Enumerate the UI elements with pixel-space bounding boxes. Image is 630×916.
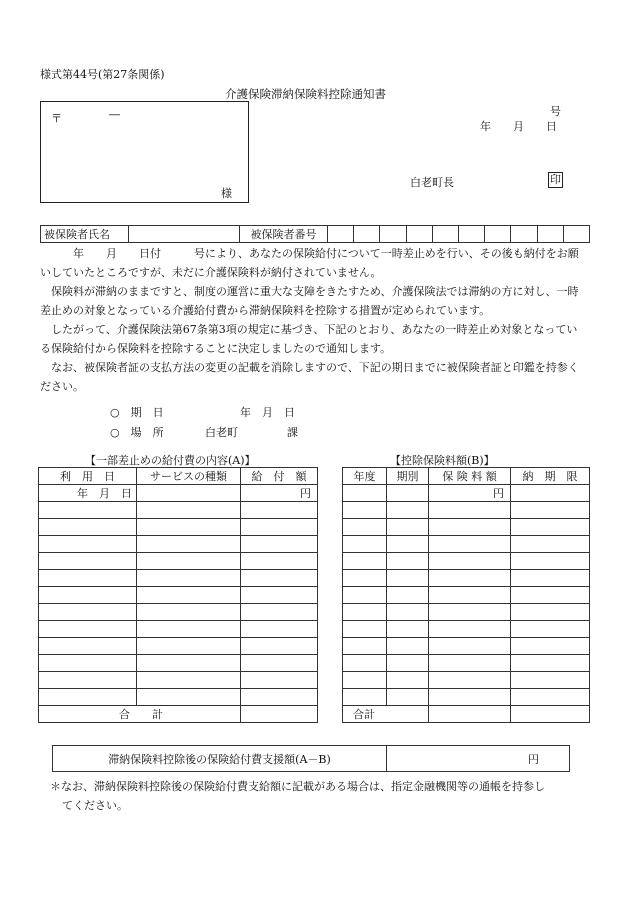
- table-b-cell[interactable]: [429, 638, 511, 655]
- table-b-cell[interactable]: [343, 570, 387, 587]
- issue-date: 年 月 日: [480, 120, 557, 133]
- table-b-cell[interactable]: [387, 587, 429, 604]
- sama-label: 様: [221, 187, 232, 200]
- document-title: 介護保険滞納保険料控除通知書: [225, 87, 386, 101]
- insured-row: [40, 225, 590, 243]
- table-b-cell[interactable]: [343, 655, 387, 672]
- table-b-header: 納 期 限: [511, 468, 590, 485]
- body-paragraph-3: したがって、介護保険法第67条第3項の規定に基づき、下記のとおり、あなたの一時差止め対象となっている保険給付から保険料を控除することに決定しましたので通知します。: [40, 323, 578, 355]
- table-b-cell[interactable]: [387, 536, 429, 553]
- footnote-line-2: てください。: [62, 799, 128, 812]
- table-b-cell[interactable]: [387, 502, 429, 519]
- table-b-cell[interactable]: [511, 553, 590, 570]
- table-row: [39, 655, 318, 672]
- table-b-cell[interactable]: [429, 604, 511, 621]
- table-row: [343, 689, 590, 706]
- table-b-cell[interactable]: [343, 536, 387, 553]
- table-row: [39, 638, 318, 655]
- table-b-cell[interactable]: [387, 604, 429, 621]
- insured-number-digit[interactable]: [563, 226, 589, 243]
- table-a-cell[interactable]: [137, 570, 241, 587]
- table-row: [39, 672, 318, 689]
- table-b-cell[interactable]: [429, 502, 511, 519]
- table-b-cell[interactable]: [343, 604, 387, 621]
- table-b-cell[interactable]: [511, 485, 590, 502]
- table-a-title: 【一部差止めの給付費の内容(A)】: [85, 454, 256, 467]
- table-b-cell[interactable]: [511, 672, 590, 689]
- postal-dash: ―: [109, 108, 120, 121]
- table-b-cell[interactable]: [429, 519, 511, 536]
- table-row: [39, 553, 318, 570]
- table-b-total-value[interactable]: [429, 706, 511, 723]
- table-b-cell[interactable]: [387, 570, 429, 587]
- table-row: [39, 519, 318, 536]
- table-b-cell[interactable]: [429, 655, 511, 672]
- table-a-cell[interactable]: [39, 689, 137, 706]
- body-paragraph-1: 年 月 日付 号により、あなたの保険給付について一時差止めを行い、その後も納付をお願いしていたところですが、未だに介護保険料が納付されていません。: [40, 247, 579, 279]
- insured-number-label: 被保険者番号: [240, 226, 328, 243]
- table-a-cell[interactable]: [39, 672, 137, 689]
- table-b-cell[interactable]: [343, 553, 387, 570]
- table-row: [343, 621, 590, 638]
- table-a-cell[interactable]: [241, 672, 318, 689]
- table-b-cell[interactable]: [387, 553, 429, 570]
- appointment-date-label: ○ 期 日: [110, 406, 164, 419]
- table-b-cell[interactable]: [511, 536, 590, 553]
- table-a-cell[interactable]: [241, 519, 318, 536]
- table-a-cell[interactable]: [241, 570, 318, 587]
- table-b-cell[interactable]: [343, 689, 387, 706]
- table-a-cell[interactable]: [241, 604, 318, 621]
- table-b-cell[interactable]: [429, 536, 511, 553]
- table-b-cell[interactable]: [387, 519, 429, 536]
- table-a-total-row: [39, 706, 318, 723]
- table-a-header: サービスの種類: [137, 468, 241, 485]
- body-paragraph-4: なお、被保険者証の支払方法の変更の記載を消除しますので、下記の期日までに被保険者証と印鑑を持参ください。: [40, 361, 579, 393]
- table-b-cell[interactable]: [387, 655, 429, 672]
- table-a-cell[interactable]: [137, 638, 241, 655]
- form-number: 様式第44号(第27条関係): [40, 68, 165, 81]
- appointment-place-value: 白老町: [205, 426, 238, 439]
- table-row: [343, 485, 590, 502]
- table-b: [342, 467, 590, 723]
- table-row: [39, 570, 318, 587]
- table-row: [343, 655, 590, 672]
- table-a-cell[interactable]: [39, 536, 137, 553]
- table-row: [39, 689, 318, 706]
- table-b-cell[interactable]: [387, 689, 429, 706]
- seal-mark: 印: [550, 173, 561, 186]
- table-b-title: 【控除保険料額(B)】: [390, 454, 495, 467]
- table-b-cell[interactable]: [511, 638, 590, 655]
- table-a-header: 給 付 額: [241, 468, 318, 485]
- table-b-cell[interactable]: [343, 621, 387, 638]
- table-b-cell[interactable]: [511, 502, 590, 519]
- table-b-cell[interactable]: [387, 485, 429, 502]
- insured-number-digit[interactable]: [458, 226, 484, 243]
- table-row: [39, 587, 318, 604]
- table-a-cell[interactable]: [137, 689, 241, 706]
- table-a-cell[interactable]: [137, 519, 241, 536]
- table-a-cell[interactable]: [241, 587, 318, 604]
- insured-number-digit[interactable]: [432, 226, 458, 243]
- table-row: [343, 638, 590, 655]
- insured-number-digit[interactable]: [380, 226, 406, 243]
- table-b-cell[interactable]: [429, 689, 511, 706]
- insured-number-digit[interactable]: [354, 226, 380, 243]
- insured-number-digit[interactable]: [485, 226, 511, 243]
- table-b-cell[interactable]: [343, 502, 387, 519]
- table-b-header: 期別: [387, 468, 429, 485]
- table-a-cell[interactable]: [137, 604, 241, 621]
- table-b-cell[interactable]: [511, 655, 590, 672]
- table-b-cell[interactable]: [343, 587, 387, 604]
- table-a-cell[interactable]: [241, 638, 318, 655]
- table-row: [343, 570, 590, 587]
- table-row: [39, 485, 318, 502]
- insured-number-digit[interactable]: [328, 226, 354, 243]
- body-paragraph-2: 保険料が滞納のままですと、制度の運営に重大な支障をきたすため、介護保険法では滞納の方に対し、一時差止めの対象となっている介護給付費から滞納保険料を控除する措置が定められています。: [40, 285, 579, 317]
- table-a-cell[interactable]: [137, 621, 241, 638]
- table-a-cell[interactable]: [241, 689, 318, 706]
- table-b-cell[interactable]: [343, 672, 387, 689]
- table-a-cell[interactable]: 円: [241, 485, 318, 502]
- table-a-cell[interactable]: 年 月 日: [39, 485, 137, 502]
- table-a-cell[interactable]: [137, 587, 241, 604]
- summary-value[interactable]: 円: [387, 746, 570, 772]
- footnote: [50, 777, 545, 815]
- table-row: [39, 621, 318, 638]
- table-b-cell[interactable]: [343, 519, 387, 536]
- table-a-cell[interactable]: [39, 553, 137, 570]
- appointment-place-label: ○ 場 所: [110, 426, 164, 439]
- table-a-total-value[interactable]: [241, 706, 318, 723]
- issuer-name: 白老町長: [410, 176, 454, 189]
- address-box: [40, 101, 249, 203]
- table-a-cell[interactable]: [137, 655, 241, 672]
- insured-name-field[interactable]: [129, 226, 240, 243]
- table-a-cell[interactable]: [241, 553, 318, 570]
- table-a-cell[interactable]: [39, 587, 137, 604]
- table-b-cell[interactable]: [387, 638, 429, 655]
- table-b-cell[interactable]: [343, 485, 387, 502]
- insured-number-digit[interactable]: [511, 226, 537, 243]
- table-b-cell[interactable]: 円: [429, 485, 511, 502]
- table-a-cell[interactable]: [39, 621, 137, 638]
- table-a-cell[interactable]: [137, 536, 241, 553]
- table-b-header: 保 険 料 額: [429, 468, 511, 485]
- table-row: [39, 536, 318, 553]
- go-label: 号: [550, 105, 561, 118]
- table-a-cell[interactable]: [241, 655, 318, 672]
- table-a-cell[interactable]: [137, 485, 241, 502]
- table-b-cell[interactable]: [429, 587, 511, 604]
- table-a-cell[interactable]: [241, 621, 318, 638]
- table-a-cell[interactable]: [137, 502, 241, 519]
- table-a-cell[interactable]: [39, 570, 137, 587]
- table-b-cell[interactable]: [511, 587, 590, 604]
- summary-label: 滞納保険料控除後の保険給付費支援額(A－B): [53, 746, 387, 772]
- table-a-cell[interactable]: [39, 638, 137, 655]
- table-b-cell[interactable]: [511, 621, 590, 638]
- table-b-cell[interactable]: [387, 621, 429, 638]
- appointment-place-suffix: 課: [287, 426, 298, 439]
- body-text: [40, 244, 585, 396]
- table-b-cell[interactable]: [387, 672, 429, 689]
- table-a-header: 利 用 日: [39, 468, 137, 485]
- table-b-cell[interactable]: [511, 604, 590, 621]
- table-b-cell[interactable]: [429, 672, 511, 689]
- table-row: [343, 553, 590, 570]
- table-a-cell[interactable]: [39, 502, 137, 519]
- table-b-total-row: [343, 706, 590, 723]
- table-b-cell[interactable]: [429, 553, 511, 570]
- appointment-date-value: 年 月 日: [240, 406, 295, 419]
- table-row: [343, 502, 590, 519]
- table-row: [343, 672, 590, 689]
- table-b-total-label: 合計: [343, 706, 429, 723]
- table-a-cell[interactable]: [137, 553, 241, 570]
- table-b-cell[interactable]: [511, 689, 590, 706]
- table-b-cell[interactable]: [511, 519, 590, 536]
- table-a-cell[interactable]: [137, 672, 241, 689]
- table-b-total-extra[interactable]: [511, 706, 590, 723]
- postal-mark: 〒: [51, 112, 62, 125]
- table-row: [343, 519, 590, 536]
- insured-number-digit[interactable]: [406, 226, 432, 243]
- table-row: [39, 502, 318, 519]
- table-b-cell[interactable]: [511, 570, 590, 587]
- table-a: [38, 467, 318, 723]
- table-row: [343, 536, 590, 553]
- summary-row: [52, 745, 570, 772]
- table-b-cell[interactable]: [429, 621, 511, 638]
- table-a-cell[interactable]: [39, 604, 137, 621]
- table-b-cell[interactable]: [343, 638, 387, 655]
- table-a-cell[interactable]: [241, 536, 318, 553]
- table-row: [39, 604, 318, 621]
- insured-number-digit[interactable]: [537, 226, 563, 243]
- table-row: [343, 587, 590, 604]
- insured-name-label: 被保険者氏名: [41, 226, 129, 243]
- table-a-cell[interactable]: [241, 502, 318, 519]
- table-a-cell[interactable]: [39, 519, 137, 536]
- table-b-cell[interactable]: [429, 570, 511, 587]
- table-row: [343, 604, 590, 621]
- footnote-line-1: ＊なお、滞納保険料控除後の保険給付費支給額に記載がある場合は、指定金融機関等の通帳を持参し: [50, 780, 545, 793]
- table-a-total-label: 合 計: [39, 706, 241, 723]
- table-a-cell[interactable]: [39, 655, 137, 672]
- table-b-header: 年度: [343, 468, 387, 485]
